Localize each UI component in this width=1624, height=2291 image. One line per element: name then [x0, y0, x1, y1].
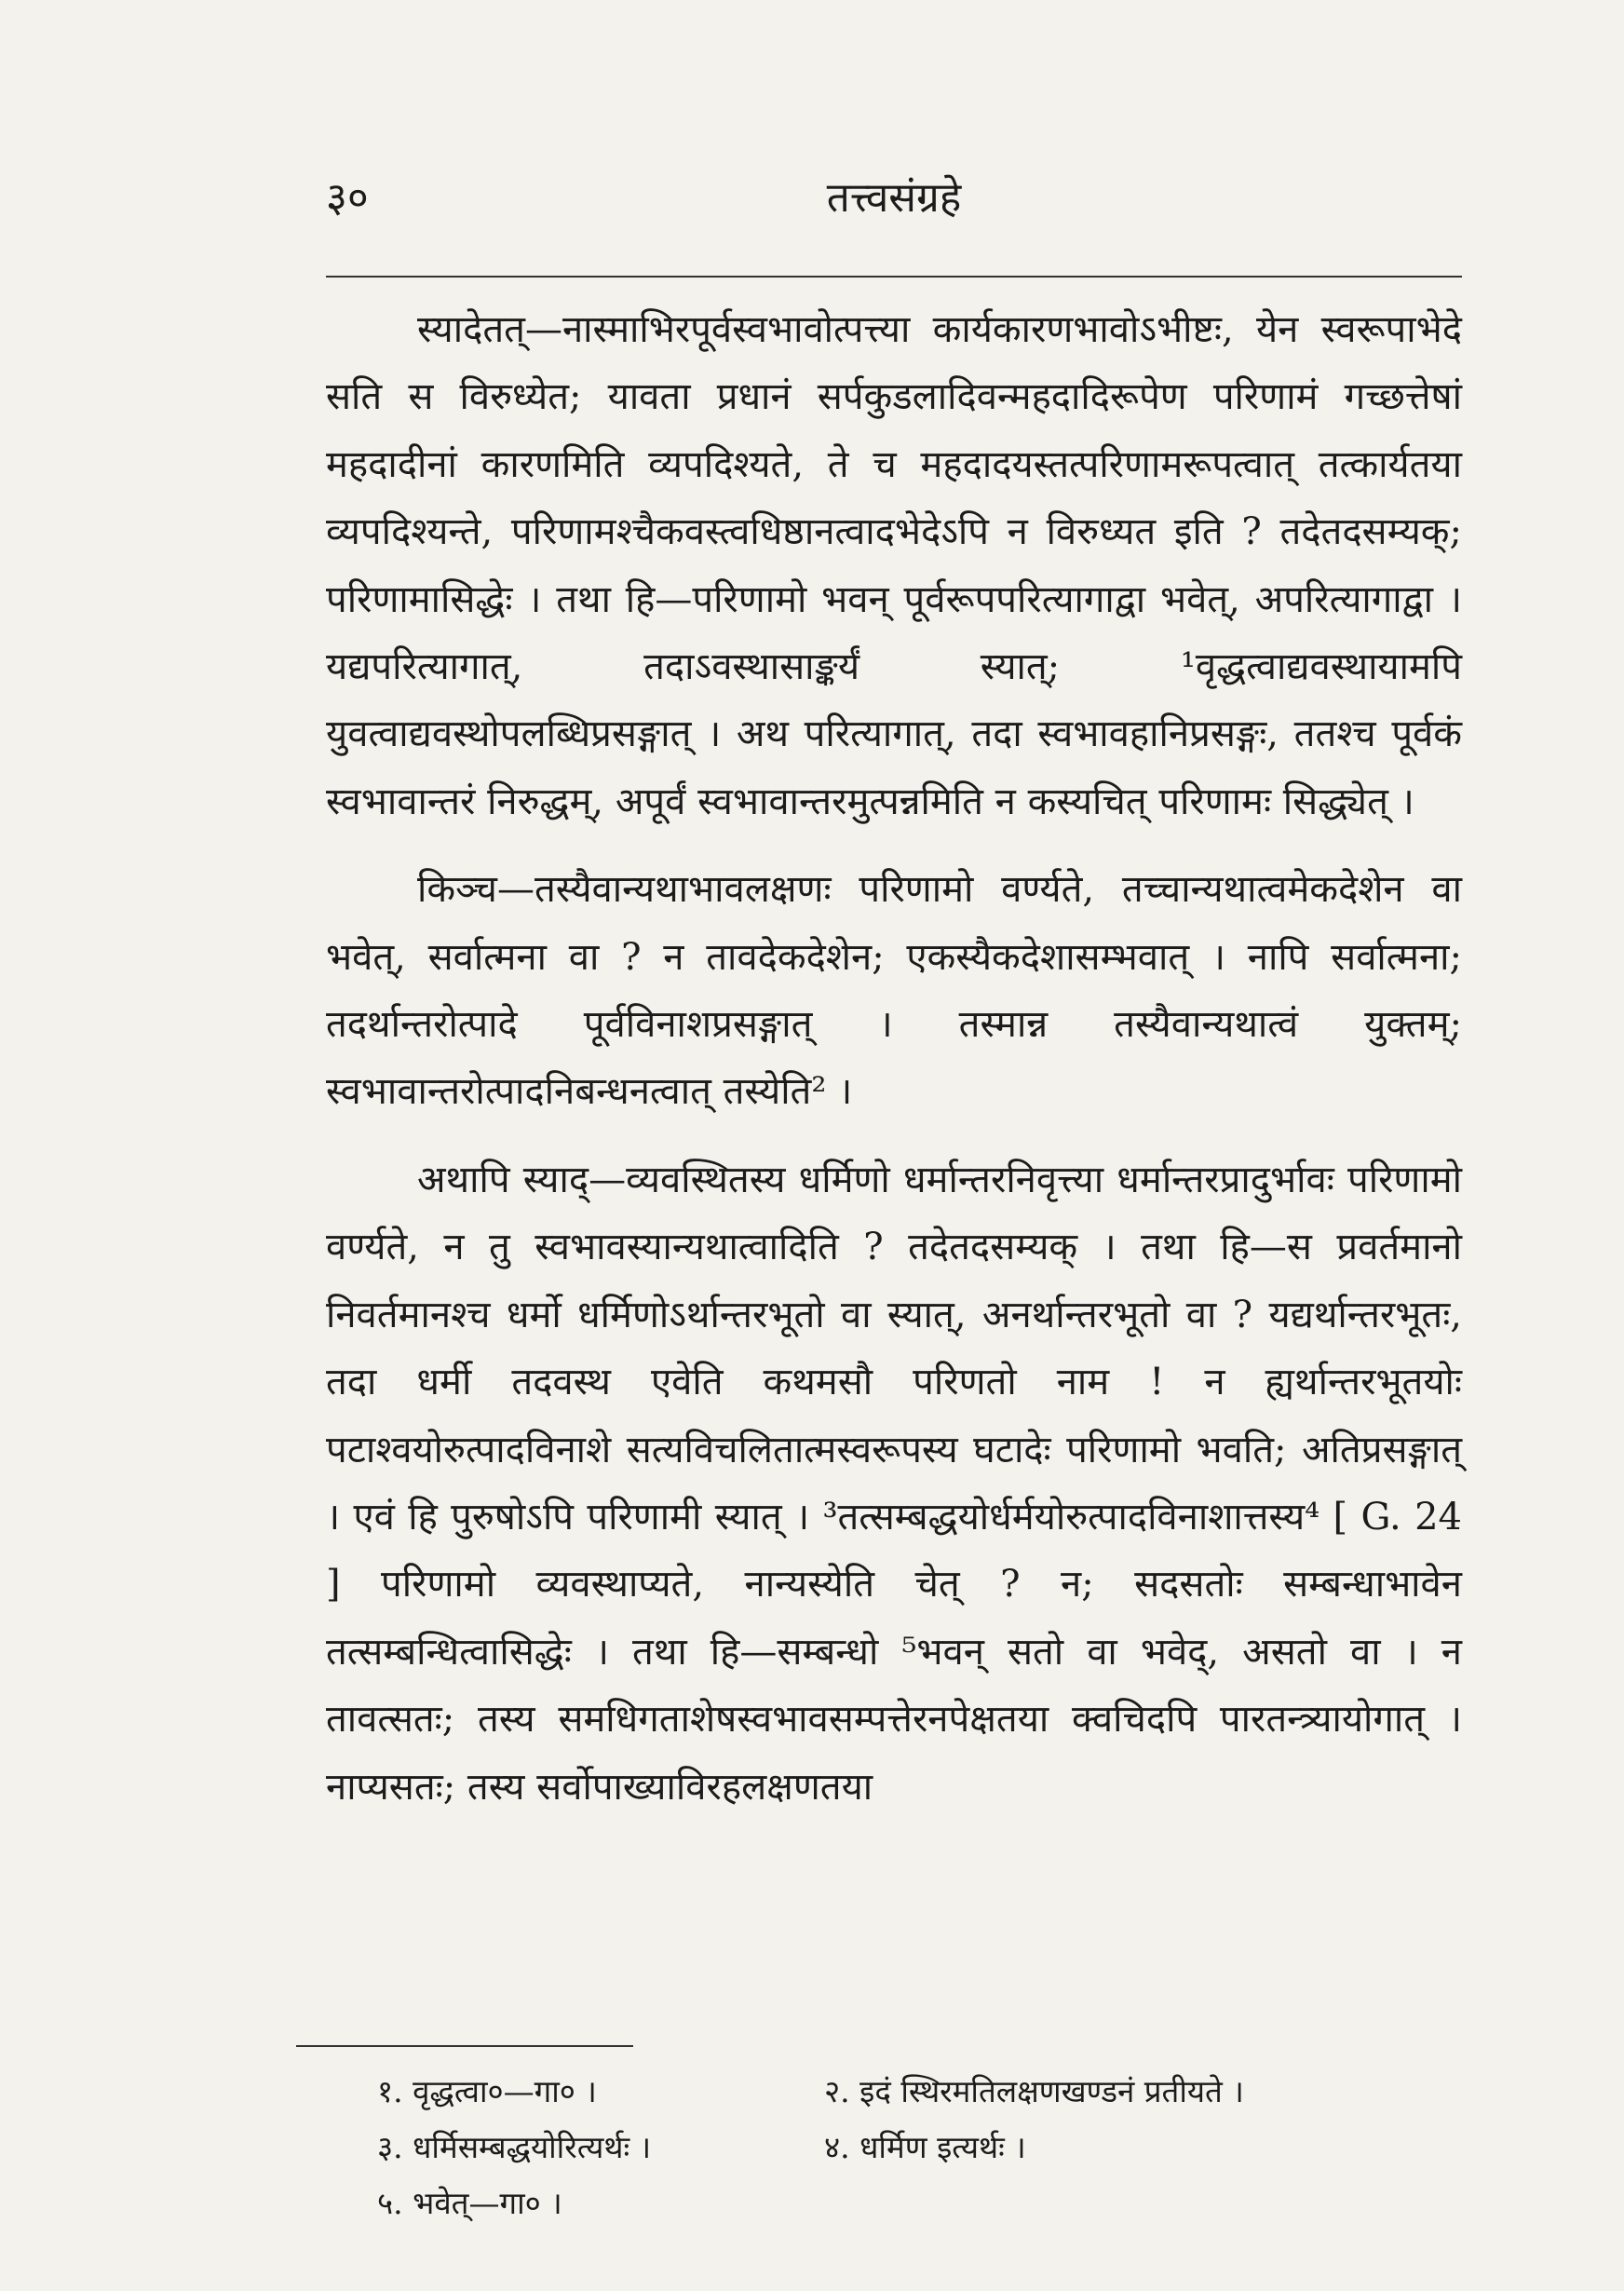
footnote: २. इदं स्थिरमतिलक्षणखण्डनं प्रतीयते । — [824, 2073, 1244, 2109]
page-header — [326, 158, 1462, 233]
running-title: तत्त्वसंग्रहे — [826, 174, 962, 222]
footnote-row — [377, 2064, 1448, 2120]
header-rule — [326, 276, 1462, 278]
paragraph: अथापि स्याद्—व्यवस्थितस्य धर्मिणो धर्मान्तरनिवृत्त्या धर्मान्तरप्रादुर्भावः परिणामो वर्ण्यते, न तु स्वभावस्यान्यथात्वादिति ? तदेतदसम्यक् । तथा हि—स प्रवर्तमानो निवर्तमानश्च धर्मो धर्मिणोऽर्थान्तरभूतो वा स्यात्, अनर्थान्तरभूतो वा ? यद्यर्थान्तरभूतः, तदा धर्मी तदवस्थ एवेति कथमसौ परिणतो नाम ! न ह्यर्थान्तरभूतयोः पटाश्वयोरुत्पादविनाशे सत्यविचलितात्मस्वरूपस्य घटादेः परिणामो भवति; अतिप्रसङ्गात् । एवं हि पुरुषोऽपि परिणामी स्यात् । ³तत्सम्बद्धयोर्धर्मयोरुत्पादविनाशात्तस्य⁴ [ G. 24 ] परिणामो व्यवस्थाप्यते, नान्यस्येति चेत् ? न; सदसतोः सम्बन्धाभावेन तत्सम्बन्धित्वासिद्धेः । तथा हि—सम्बन्धो ⁵भवन् सतो वा भवेद्, असतो वा । न तावत्सतः; तस्य समधिगताशेषस्वभावसम्पत्तेरनपेक्षतया क्वचिदपि पारतन्त्र्यायोगात् । नाप्यसतः; तस्य सर्वोपाख्याविरहलक्षणतया — [326, 1158, 1462, 1809]
footnote-rule — [296, 2045, 633, 2047]
paragraph: स्यादेतत्—नास्माभिरपूर्वस्वभावोत्पत्त्या कार्यकारणभावोऽभीष्टः, येन स्वरूपाभेदे सति स विरुध्येत; यावता प्रधानं सर्पकुडलादिवन्महदादिरूपेण परिणामं गच्छत्तेषां महदादीनां कारणमिति व्यपदिश्यते, ते च महदादयस्तत्परिणामरूपत्वात् तत्कार्यतया व्यपदिश्यन्ते, परिणामश्चैकवस्त्वधिष्ठानत्वादभेदेऽपि न विरुध्यत इति ? तदेतदसम्यक्; परिणामासिद्धेः । तथा हि—परिणामो भवन् पूर्वरूपपरित्यागाद्वा भवेत्, अपरित्यागाद्वा । यद्यपरित्यागात्, तदाऽवस्थासाङ्कर्यं स्यात्; ¹वृद्धत्वाद्यवस्थायामपि युवत्वाद्यवस्थोपलब्धिप्रसङ्गात् । अथ परित्यागात्, तदा स्वभावहानिप्रसङ्गः, ततश्च पूर्वकं स्वभावान्तरं निरुद्धम्, अपूर्वं स्वभावान्तरमुत्पन्नमिति न कस्यचित् परिणामः सिद्ध्येत् । — [326, 308, 1462, 823]
footnote: १. वृद्धत्वा०—गा० । — [377, 2073, 597, 2109]
footnote: ४. धर्मिण इत्यर्थः । — [824, 2129, 1026, 2165]
page-number: ३० — [326, 174, 369, 222]
main-text — [326, 296, 1462, 1821]
footnote: ३. धर्मिसम्बद्धयोरित्यर्थः । — [377, 2129, 652, 2165]
footnotes — [377, 2064, 1448, 2231]
paragraph: किञ्च—तस्यैवान्यथाभावलक्षणः परिणामो वर्ण्यते, तच्चान्यथात्वमेकदेशेन वा भवेत्, सर्वात्मना वा ? न तावदेकदेशेन; एकस्यैकदेशासम्भवात् । नापि सर्वात्मना; तदर्थान्तरोत्पादे पूर्वविनाशप्रसङ्गात् । तस्मान्न तस्यैवान्यथात्वं युक्तम्; स्वभावान्तरोत्पादनिबन्धनत्वात् तस्येति² । — [326, 868, 1462, 1114]
footnote: ५. भवेत्—गा० । — [377, 2185, 562, 2221]
footnote-row — [377, 2176, 1448, 2231]
footnote-row — [377, 2120, 1448, 2176]
